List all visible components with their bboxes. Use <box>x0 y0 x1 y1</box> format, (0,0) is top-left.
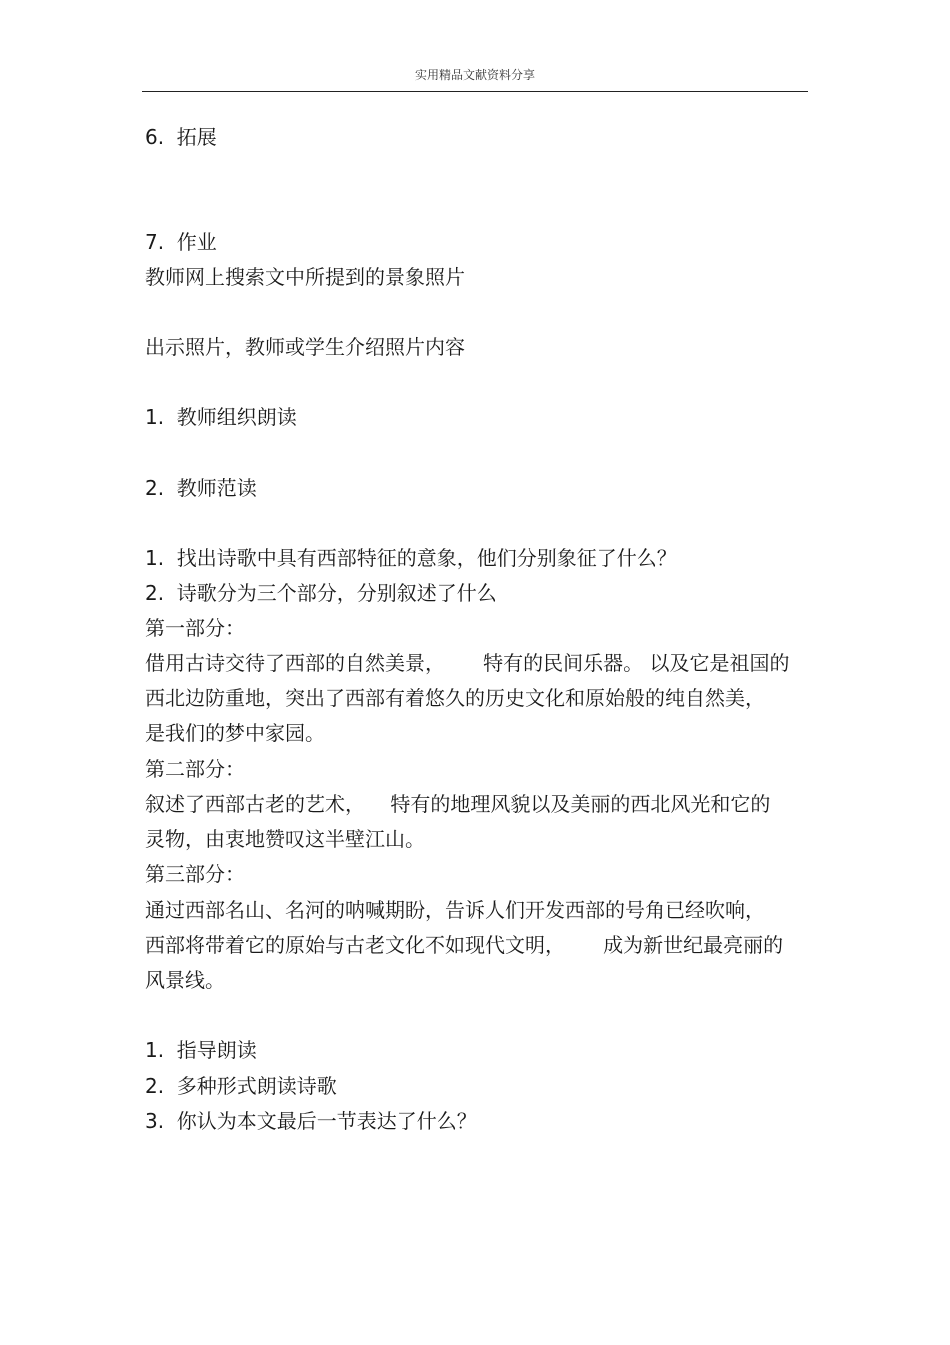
paragraph-line: 是我们的梦中家园。 <box>145 721 325 745</box>
list-item: 1. 找出诗歌中具有西部特征的意象，他们分别象征了什么？ <box>145 546 677 570</box>
paragraph-line: 借用古诗交待了西部的自然美景， 特有的民间乐器。 以及它是祖国的 <box>145 651 790 675</box>
section-label: 第一部分： <box>145 616 245 640</box>
list-item: 2. 诗歌分为三个部分，分别叙述了什么 <box>145 581 497 605</box>
paragraph-line: 西北边防重地，突出了西部有着悠久的历史文化和原始般的纯自然美， <box>145 686 765 710</box>
heading-homework: 7. 作业 <box>145 230 217 254</box>
section-label: 第三部分： <box>145 862 245 886</box>
section-label: 第二部分： <box>145 757 245 781</box>
list-item: 2. 多种形式朗读诗歌 <box>145 1074 337 1098</box>
paragraph-line: 叙述了西部古老的艺术， 特有的地理风貌以及美丽的西北风光和它的 <box>145 792 771 816</box>
page-header: 实用精品文献资料分享 <box>414 68 535 82</box>
header-divider <box>142 91 808 92</box>
heading-extension: 6. 拓展 <box>145 125 217 149</box>
paragraph-line: 通过西部名山、名河的呐喊期盼，告诉人们开发西部的号角已经吹响， <box>145 898 765 922</box>
list-item: 1. 指导朗读 <box>145 1038 257 1062</box>
text-line: 出示照片，教师或学生介绍照片内容 <box>145 335 465 359</box>
list-item: 2. 教师范读 <box>145 476 257 500</box>
list-item: 3. 你认为本文最后一节表达了什么？ <box>145 1109 477 1133</box>
paragraph-line: 风景线。 <box>145 968 225 992</box>
text-line: 教师网上搜索文中所提到的景象照片 <box>145 265 465 289</box>
paragraph-line: 西部将带着它的原始与古老文化不如现代文明， 成为新世纪最亮丽的 <box>145 933 784 957</box>
list-item: 1. 教师组织朗读 <box>145 405 297 429</box>
paragraph-line: 灵物，由衷地赞叹这半壁江山。 <box>145 827 425 851</box>
